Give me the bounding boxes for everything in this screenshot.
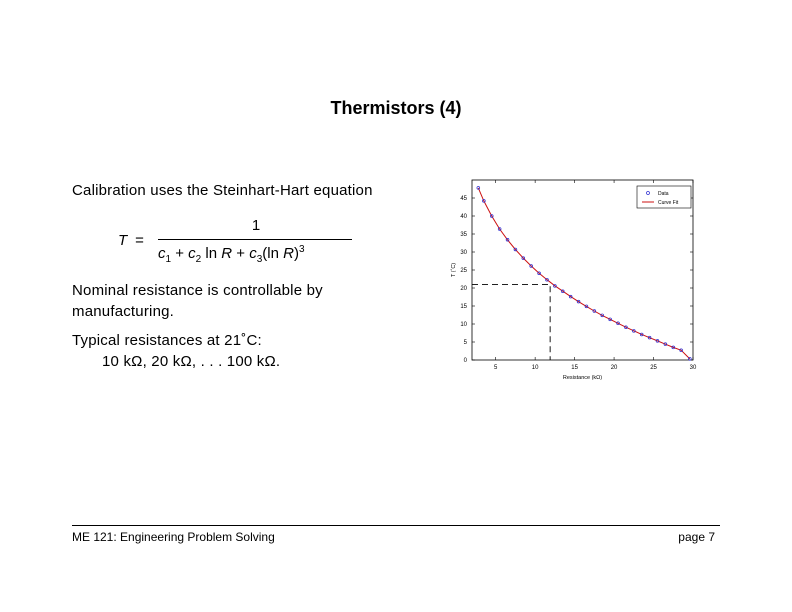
equation-equals: = [135, 232, 144, 249]
slide-title: Thermistors (4) [330, 98, 462, 118]
eq-c2-sub: 2 [195, 254, 202, 265]
equation-numerator: 1 [251, 217, 261, 234]
chart-legend [637, 186, 691, 208]
chart-annotation [472, 284, 550, 360]
eq-ln-2: (ln [262, 245, 284, 262]
equation-lhs [118, 232, 144, 249]
y-tick-label: 25 [460, 268, 467, 274]
eq-close: ) [293, 245, 299, 262]
fraction-bar [158, 239, 352, 240]
eq-plus-1: + [171, 245, 189, 262]
y-tick-label: 35 [460, 232, 467, 238]
eq-exponent: 3 [298, 244, 305, 255]
y-tick-label: 5 [463, 340, 467, 346]
eq-R-1: R [221, 245, 233, 262]
x-tick-label: 20 [610, 365, 618, 371]
chart-series [477, 187, 691, 361]
footer-rule [72, 525, 720, 526]
y-tick-label: 20 [460, 286, 467, 292]
nominal-text-line2: manufacturing. [72, 303, 175, 320]
y-tick-label: 10 [460, 322, 467, 328]
equation-T: T [118, 232, 128, 249]
footer-course: ME 121: Engineering Problem Solving [72, 530, 275, 544]
equation-denominator [158, 244, 305, 265]
y-tick-label: 30 [460, 250, 467, 256]
nominal-text-line1: Nominal resistance is controllable by [72, 282, 323, 299]
chart-labels [450, 263, 602, 381]
y-tick-label: 15 [460, 304, 467, 310]
curve-fit-line [478, 188, 690, 359]
eq-c3-sub: 3 [256, 254, 263, 265]
calibration-text: Calibration uses the Steinhart-Hart equation [72, 182, 373, 199]
typical-text-line1: Typical resistances at 21˚C: [72, 332, 262, 349]
x-tick-label: 15 [571, 365, 578, 371]
legend-label-fit: Curve Fit [658, 200, 679, 206]
footer-page-number: page 7 [678, 530, 715, 544]
dashed-guide [472, 284, 550, 360]
x-tick-label: 5 [494, 365, 498, 371]
x-tick-label: 30 [689, 365, 697, 371]
eq-R-2: R [283, 245, 294, 262]
x-tick-label: 25 [650, 365, 657, 371]
y-tick-label: 45 [460, 196, 467, 202]
legend-label-data: Data [658, 191, 669, 197]
y-axis-label: T (˚C) [451, 262, 457, 278]
x-axis-label: Resistance (kΩ) [562, 375, 603, 381]
y-tick-label: 40 [460, 214, 467, 220]
eq-c3: c [249, 245, 257, 262]
eq-ln-1: ln [201, 245, 222, 262]
eq-plus-2: + [232, 245, 250, 262]
eq-c1: c [158, 245, 166, 262]
x-tick-label: 10 [531, 365, 539, 371]
eq-c2: c [188, 245, 196, 262]
typical-text-line2: 10 kΩ, 20 kΩ, . . . 100 kΩ. [102, 353, 281, 370]
eq-c1-sub: 1 [165, 254, 172, 265]
thermistor-chart [440, 175, 710, 397]
y-tick-label: 0 [463, 358, 467, 364]
